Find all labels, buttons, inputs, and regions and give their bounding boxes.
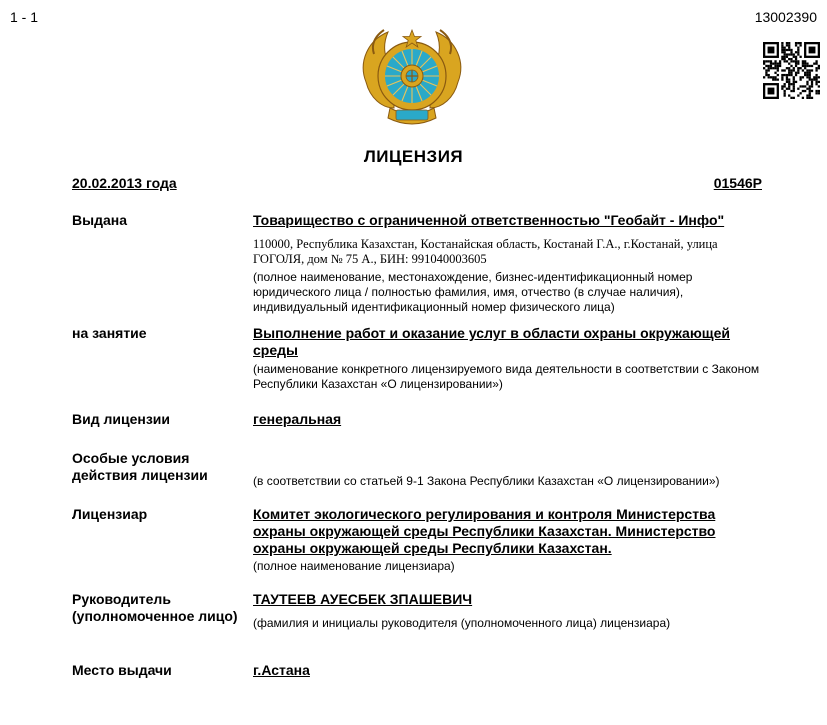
licensor-note: (полное наименование лицензиара) xyxy=(253,559,455,573)
activity-value: Выполнение работ и оказание услуг в области охраны окружающей среды xyxy=(253,325,731,358)
license-type-label: Вид лицензии xyxy=(72,411,171,427)
special-conditions-label: Особые условия действия лицензии xyxy=(72,450,208,483)
special-conditions-note: (в соответствии со статьей 9-1 Закона Республики Казахстан «О лицензировании») xyxy=(253,474,720,488)
document-title: ЛИЦЕНЗИЯ xyxy=(363,147,464,166)
issued-to-note: (полное наименование, местонахождение, бизнес-идентификационный номер юридического лица / полностью фамилия, имя, отчество (в случае наличия), индивидуальный идентификационный номер физического лица) xyxy=(253,270,693,314)
issue-date: 20.02.2013 года xyxy=(72,175,177,191)
place-label: Место выдачи xyxy=(72,662,172,678)
head-value: ТАУТЕЕВ АУЕСБЕК ЗПАШЕВИЧ xyxy=(253,591,473,607)
activity-note: (наименование конкретного лицензируемого вида деятельности в соответствии с Законом Республики Казахстан «О лицензировании») xyxy=(253,362,760,391)
document-number: 13002390 xyxy=(754,9,817,25)
page-indicator: 1 - 1 xyxy=(10,9,39,25)
head-label: Руководитель (уполномоченное лицо) xyxy=(72,591,238,624)
licensor-label: Лицензиар xyxy=(72,506,148,522)
place-value: г.Астана xyxy=(253,662,310,678)
issued-to-value: Товарищество с ограниченной ответственностью "Геобайт - Инфо" xyxy=(253,212,725,228)
activity-label: на занятие xyxy=(72,325,147,341)
license-type-value: генеральная xyxy=(253,411,342,427)
licensor-value: Комитет экологического регулирования и контроля Министерства охраны окружающей среды Республики Казахстан. Министерство охраны окружающей среды Республики Казахстан. xyxy=(253,506,716,556)
qr-code xyxy=(763,42,820,99)
head-note: (фамилия и инициалы руководителя (уполномоченного лица) лицензиара) xyxy=(253,616,671,630)
issued-to-label: Выдана xyxy=(72,212,127,228)
license-number: 01546P xyxy=(713,175,762,191)
state-emblem-icon xyxy=(354,24,470,132)
issued-to-address: 110000, Республика Казахстан, Костанайская область, Костанай Г.А., г.Костанай, улица ГОГОЛЯ, дом № 75 А., БИН: 991040003605 xyxy=(253,237,718,266)
